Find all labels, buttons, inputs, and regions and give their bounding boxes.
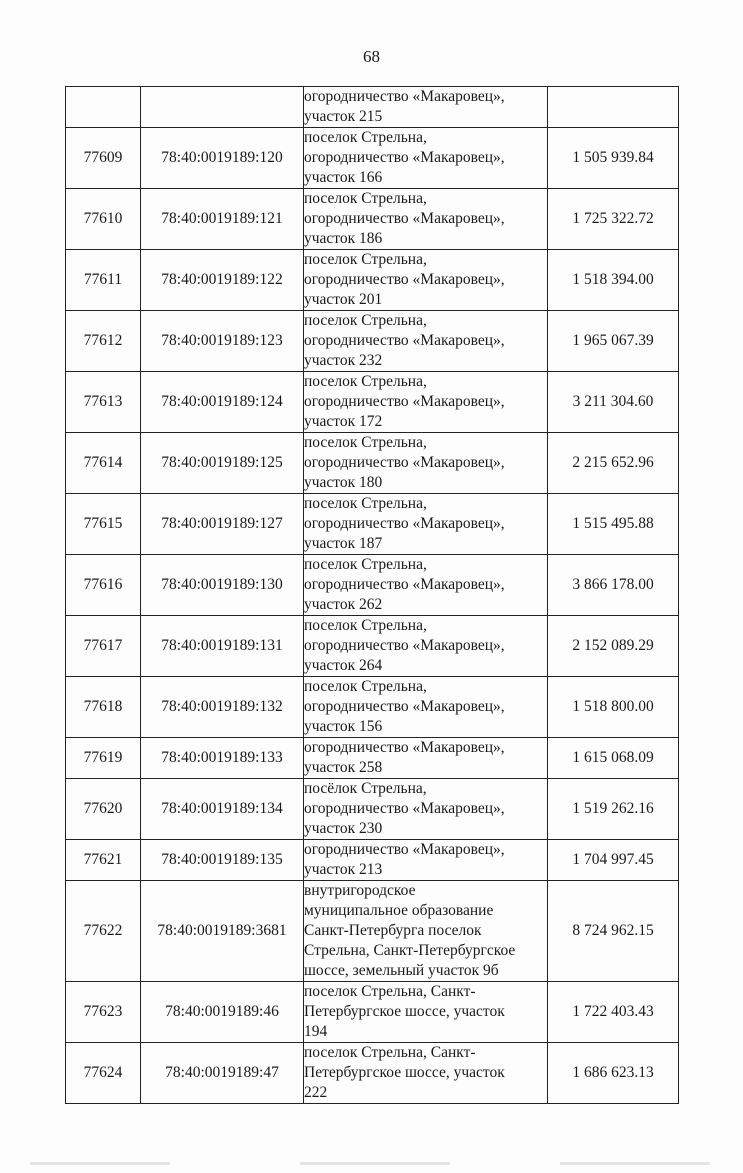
address-line: огородничество «Макаровец», [304,88,505,105]
address-line: участок 172 [304,413,383,430]
address-cell [304,779,548,840]
cadastral-value-cell: 1 518 394.00 [548,250,679,311]
address-line: 194 [304,1023,328,1040]
address-line: огородничество «Макаровец», [304,271,505,288]
cadastral-number-cell: 78:40:0019189:3681 [141,881,304,982]
cadastral-value-cell [548,87,679,128]
table-row [66,555,679,616]
scan-artifact [560,1162,710,1165]
address-cell [304,372,548,433]
cadastral-number-cell: 78:40:0019189:127 [141,494,304,555]
address-line: участок 264 [304,657,383,674]
record-number-cell: 77615 [66,494,141,555]
address-line: поселок Стрельна, Санкт- [304,1044,476,1061]
table-row [66,881,679,982]
cadastral-value-cell: 1 518 800.00 [548,677,679,738]
address-line: шоссе, земельный участок 9б [304,962,499,979]
cadastral-value-cell: 3 866 178.00 [548,555,679,616]
record-number-cell: 77618 [66,677,141,738]
record-number-cell: 77620 [66,779,141,840]
address-cell [304,494,548,555]
address-line: поселок Стрельна, Санкт- [304,983,476,1000]
address-line: участок 180 [304,474,383,491]
address-line: огородничество «Макаровец», [304,841,505,858]
table-row [66,494,679,555]
address-line: участок 262 [304,596,383,613]
cadastral-value-cell: 1 515 495.88 [548,494,679,555]
address-cell [304,1043,548,1104]
address-cell [304,311,548,372]
address-line: поселок Стрельна, [304,495,427,512]
address-line: участок 232 [304,352,383,369]
cadastral-number-cell: 78:40:0019189:123 [141,311,304,372]
cadastral-number-cell: 78:40:0019189:134 [141,779,304,840]
table-row [66,250,679,311]
address-line: Петербургское шоссе, участок [304,1003,505,1020]
record-number-cell: 77622 [66,881,141,982]
table-row [66,189,679,250]
address-line: поселок Стрельна, [304,617,427,634]
cadastral-value-cell: 2 215 652.96 [548,433,679,494]
table-row [66,311,679,372]
table-row [66,616,679,677]
cadastral-value-cell: 1 615 068.09 [548,738,679,779]
cadastral-number-cell: 78:40:0019189:122 [141,250,304,311]
address-line: участок 258 [304,759,383,776]
address-line: поселок Стрельна, [304,190,427,207]
address-line: Санкт-Петербурга поселок [304,922,482,939]
record-number-cell: 77611 [66,250,141,311]
table-row [66,738,679,779]
scan-artifact [30,1162,170,1165]
cadastral-value-cell: 8 724 962.15 [548,881,679,982]
record-number-cell: 77624 [66,1043,141,1104]
address-line: муниципальное образование [304,902,494,919]
table-row [66,128,679,189]
cadastral-number-cell: 78:40:0019189:130 [141,555,304,616]
address-line: посёлок Стрельна, [304,780,427,797]
address-cell [304,189,548,250]
address-line: поселок Стрельна, [304,251,427,268]
record-number-cell: 77616 [66,555,141,616]
address-cell [304,87,548,128]
address-line: огородничество «Макаровец», [304,210,505,227]
address-line: поселок Стрельна, [304,129,427,146]
record-number-cell: 77613 [66,372,141,433]
address-cell [304,982,548,1043]
address-line: участок 156 [304,718,383,735]
address-line: огородничество «Макаровец», [304,332,505,349]
cadastral-value-cell: 1 686 623.13 [548,1043,679,1104]
cadastral-number-cell: 78:40:0019189:125 [141,433,304,494]
cadastral-number-cell: 78:40:0019189:47 [141,1043,304,1104]
cadastral-number-cell: 78:40:0019189:131 [141,616,304,677]
record-number-cell [66,87,141,128]
address-line: поселок Стрельна, [304,678,427,695]
cadastral-value-cell: 3 211 304.60 [548,372,679,433]
cadastral-value-table [65,86,679,1104]
cadastral-value-cell: 1 704 997.45 [548,840,679,881]
address-line: 222 [304,1084,328,1101]
address-cell [304,433,548,494]
cadastral-value-cell: 2 152 089.29 [548,616,679,677]
record-number-cell: 77614 [66,433,141,494]
scan-artifact [300,1162,450,1165]
address-line: участок 230 [304,820,383,837]
table-row [66,677,679,738]
address-line: огородничество «Макаровец», [304,739,505,756]
address-line: участок 215 [304,108,383,125]
record-number-cell: 77612 [66,311,141,372]
address-line: огородничество «Макаровец», [304,637,505,654]
address-line: участок 213 [304,861,383,878]
address-line: поселок Стрельна, [304,373,427,390]
address-line: огородничество «Макаровец», [304,149,505,166]
table-row [66,87,679,128]
cadastral-number-cell: 78:40:0019189:135 [141,840,304,881]
cadastral-value-cell: 1 725 322.72 [548,189,679,250]
address-cell [304,881,548,982]
cadastral-value-cell: 1 722 403.43 [548,982,679,1043]
address-line: участок 186 [304,230,383,247]
cadastral-value-cell: 1 505 939.84 [548,128,679,189]
table-row [66,840,679,881]
cadastral-number-cell: 78:40:0019189:133 [141,738,304,779]
address-line: огородничество «Макаровец», [304,393,505,410]
address-line: участок 166 [304,169,383,186]
table-body [66,87,679,1104]
address-cell [304,677,548,738]
cadastral-number-cell: 78:40:0019189:124 [141,372,304,433]
address-line: поселок Стрельна, [304,434,427,451]
address-line: внутригородское [304,882,416,899]
address-cell [304,128,548,189]
record-number-cell: 77623 [66,982,141,1043]
table-row [66,982,679,1043]
address-cell [304,555,548,616]
table-row [66,433,679,494]
address-line: огородничество «Макаровец», [304,698,505,715]
address-cell [304,250,548,311]
record-number-cell: 77609 [66,128,141,189]
record-number-cell: 77619 [66,738,141,779]
cadastral-number-cell: 78:40:0019189:46 [141,982,304,1043]
address-line: участок 187 [304,535,383,552]
address-line: Стрельна, Санкт-Петербургское [304,942,516,959]
record-number-cell: 77610 [66,189,141,250]
cadastral-value-cell: 1 519 262.16 [548,779,679,840]
address-line: огородничество «Макаровец», [304,800,505,817]
record-number-cell: 77617 [66,616,141,677]
table-row [66,1043,679,1104]
cadastral-number-cell: 78:40:0019189:120 [141,128,304,189]
table-row [66,779,679,840]
table-row [66,372,679,433]
cadastral-value-cell: 1 965 067.39 [548,311,679,372]
address-cell [304,840,548,881]
record-number-cell: 77621 [66,840,141,881]
address-line: поселок Стрельна, [304,312,427,329]
address-line: поселок Стрельна, [304,556,427,573]
address-line: огородничество «Макаровец», [304,454,505,471]
address-line: огородничество «Макаровец», [304,576,505,593]
cadastral-number-cell [141,87,304,128]
cadastral-number-cell: 78:40:0019189:121 [141,189,304,250]
page-number: 68 [363,47,380,66]
address-cell [304,616,548,677]
address-line: Петербургское шоссе, участок [304,1064,505,1081]
address-line: участок 201 [304,291,383,308]
address-line: огородничество «Макаровец», [304,515,505,532]
cadastral-number-cell: 78:40:0019189:132 [141,677,304,738]
address-cell [304,738,548,779]
